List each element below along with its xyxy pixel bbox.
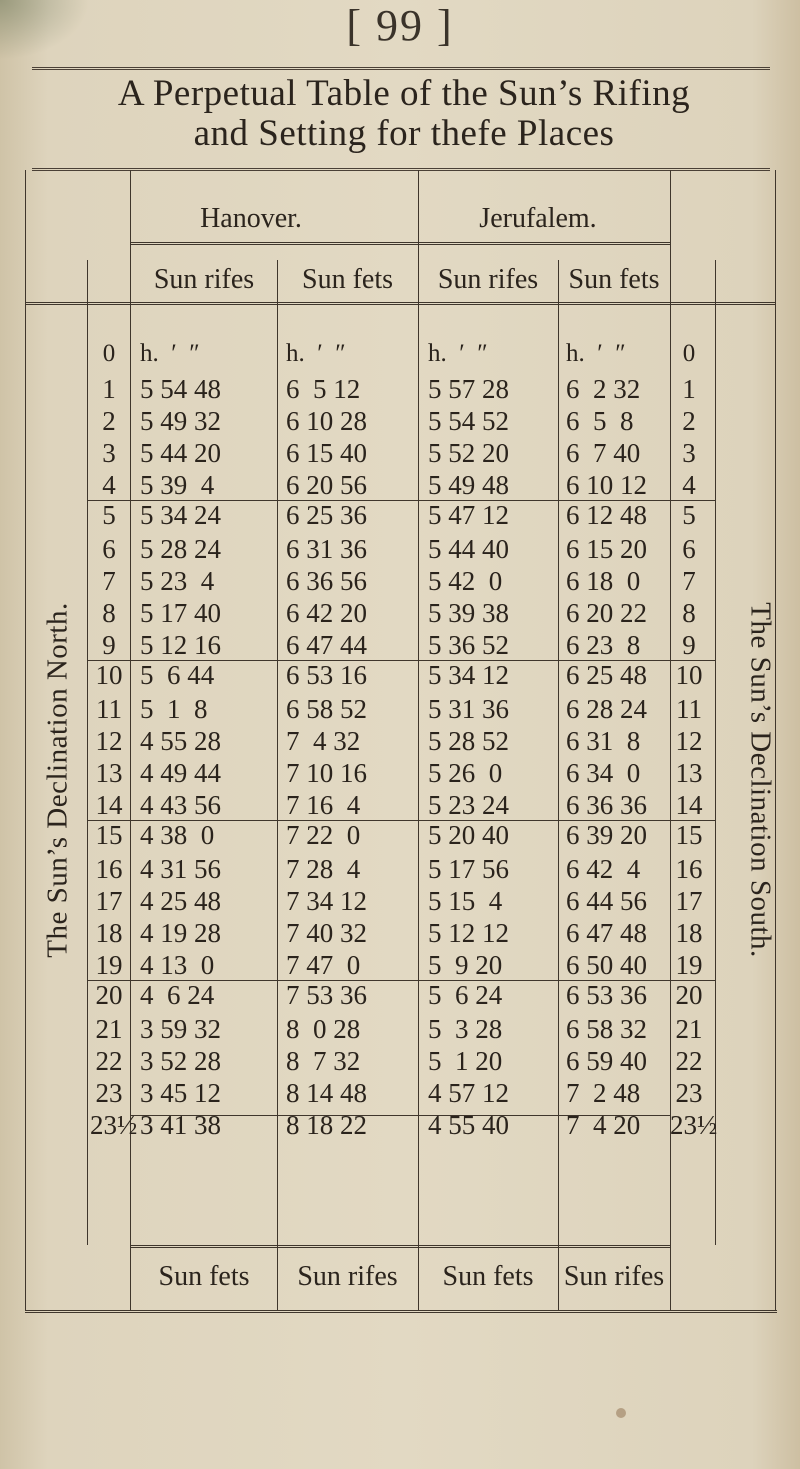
column-header-rule bbox=[25, 302, 775, 305]
unit-label: h. ′ ″ bbox=[286, 340, 346, 367]
table-row bbox=[0, 819, 800, 851]
table-row bbox=[0, 405, 800, 437]
paper-stain bbox=[616, 1408, 626, 1418]
header-jerusalem-sun-rises: Sun rifes bbox=[437, 264, 539, 295]
hanover-set-time: 6 36 56 bbox=[286, 566, 367, 596]
hanover-rise-time: 3 41 38 bbox=[140, 1110, 221, 1140]
jerusalem-set-time: 6 39 20 bbox=[566, 820, 647, 850]
table-row bbox=[0, 533, 800, 565]
day-number-left: 8 bbox=[102, 598, 116, 628]
unit-label: h. ′ ″ bbox=[428, 340, 488, 367]
hanover-rise-time: 3 45 12 bbox=[140, 1078, 221, 1108]
day-number-right: 1 bbox=[682, 374, 696, 404]
jerusalem-rise-time: 5 31 36 bbox=[428, 694, 509, 724]
units-row bbox=[0, 338, 800, 370]
table-row bbox=[0, 757, 800, 789]
hanover-rise-time: 5 23 4 bbox=[140, 566, 215, 596]
day-number-left: 5 bbox=[102, 500, 116, 530]
jerusalem-rise-time: 5 28 52 bbox=[428, 726, 509, 756]
table-row bbox=[0, 693, 800, 725]
day-number-left: 2 bbox=[102, 406, 116, 436]
jerusalem-rise-time: 5 47 12 bbox=[428, 500, 509, 530]
hanover-rise-time: 4 55 28 bbox=[140, 726, 221, 756]
day-number-left: 0 bbox=[102, 340, 116, 367]
table-title-line-1: A Perpetual Table of the Sun’s Rifing bbox=[117, 73, 691, 114]
day-number-right: 16 bbox=[675, 854, 703, 884]
day-number-left: 19 bbox=[95, 950, 123, 980]
day-number-left: 20 bbox=[95, 980, 123, 1010]
day-number-left: 13 bbox=[95, 758, 123, 788]
jerusalem-set-time: 6 12 48 bbox=[566, 500, 647, 530]
day-number-left: 12 bbox=[95, 726, 123, 756]
hanover-set-time: 6 15 40 bbox=[286, 438, 367, 468]
day-number-left: 3 bbox=[102, 438, 116, 468]
day-number-right: 20 bbox=[675, 980, 703, 1010]
hanover-set-time: 6 20 56 bbox=[286, 470, 367, 500]
hanover-rise-time: 5 34 24 bbox=[140, 500, 221, 530]
jerusalem-rise-time: 5 42 0 bbox=[428, 566, 503, 596]
table-row bbox=[0, 373, 800, 405]
day-number-left: 4 bbox=[102, 470, 116, 500]
day-number-left: 6 bbox=[102, 534, 116, 564]
jerusalem-set-time: 6 36 36 bbox=[566, 790, 647, 820]
day-number-right: 14 bbox=[675, 790, 703, 820]
hanover-rise-time: 3 52 28 bbox=[140, 1046, 221, 1076]
hanover-rise-time: 4 13 0 bbox=[140, 950, 215, 980]
jerusalem-rise-time: 5 20 40 bbox=[428, 820, 509, 850]
hanover-rise-time: 4 19 28 bbox=[140, 918, 221, 948]
table-row bbox=[0, 1045, 800, 1077]
jerusalem-set-time: 7 2 48 bbox=[566, 1078, 641, 1108]
jerusalem-set-time: 6 31 8 bbox=[566, 726, 641, 756]
hanover-rise-time: 5 28 24 bbox=[140, 534, 221, 564]
jerusalem-set-time: 6 5 8 bbox=[566, 406, 634, 436]
hanover-set-time: 7 34 12 bbox=[286, 886, 367, 916]
jerusalem-rise-time: 5 12 12 bbox=[428, 918, 509, 948]
table-row bbox=[0, 789, 800, 821]
day-number-right: 8 bbox=[682, 598, 696, 628]
declination-south-label: The Sun’s Declination South. bbox=[744, 602, 777, 958]
day-number-left: 18 bbox=[95, 918, 123, 948]
hanover-rise-time: 4 31 56 bbox=[140, 854, 221, 884]
jerusalem-set-time: 6 50 40 bbox=[566, 950, 647, 980]
day-number-right: 2 bbox=[682, 406, 696, 436]
table-row bbox=[0, 1109, 800, 1141]
jerusalem-set-time: 6 15 20 bbox=[566, 534, 647, 564]
day-number-left: 23½ bbox=[90, 1110, 138, 1140]
jerusalem-rise-time: 5 39 38 bbox=[428, 598, 509, 628]
day-number-left: 22 bbox=[95, 1046, 123, 1076]
hanover-set-time: 8 0 28 bbox=[286, 1014, 361, 1044]
day-number-right: 23 bbox=[675, 1078, 703, 1108]
table-row bbox=[0, 597, 800, 629]
day-number-left: 11 bbox=[96, 694, 122, 724]
page-number: [ 99 ] bbox=[346, 1, 454, 50]
declination-north-label: The Sun’s Declination North. bbox=[41, 602, 74, 958]
footer-hanover-sun-sets: Sun fets bbox=[158, 1261, 250, 1292]
table-row bbox=[0, 1077, 800, 1109]
day-number-right: 0 bbox=[682, 340, 696, 367]
day-number-right: 3 bbox=[682, 438, 696, 468]
jerusalem-rise-time: 5 17 56 bbox=[428, 854, 509, 884]
table-row bbox=[0, 437, 800, 469]
hanover-set-time: 7 28 4 bbox=[286, 854, 361, 884]
day-number-left: 17 bbox=[95, 886, 123, 916]
jerusalem-set-time: 6 47 48 bbox=[566, 918, 647, 948]
hanover-set-time: 7 22 0 bbox=[286, 820, 361, 850]
hanover-set-time: 6 58 52 bbox=[286, 694, 367, 724]
day-number-right: 4 bbox=[682, 470, 696, 500]
city-hanover: Hanover. bbox=[200, 203, 302, 234]
hanover-set-time: 7 4 32 bbox=[286, 726, 361, 756]
jerusalem-rise-time: 4 57 12 bbox=[428, 1078, 509, 1108]
jerusalem-set-time: 6 20 22 bbox=[566, 598, 647, 628]
day-number-right: 22 bbox=[675, 1046, 703, 1076]
day-number-right: 7 bbox=[682, 566, 696, 596]
hanover-rise-time: 5 17 40 bbox=[140, 598, 221, 628]
day-number-right: 11 bbox=[676, 694, 702, 724]
table-title-line-2: and Setting for thefe Places bbox=[193, 113, 615, 154]
hanover-rise-time: 4 49 44 bbox=[140, 758, 221, 788]
jerusalem-rise-time: 5 49 48 bbox=[428, 470, 509, 500]
hanover-set-time: 7 16 4 bbox=[286, 790, 361, 820]
jerusalem-rise-time: 5 54 52 bbox=[428, 406, 509, 436]
hanover-rise-time: 4 25 48 bbox=[140, 886, 221, 916]
table-row bbox=[0, 469, 800, 501]
unit-label: h. ′ ″ bbox=[140, 340, 200, 367]
day-number-right: 18 bbox=[675, 918, 703, 948]
jerusalem-set-time: 7 4 20 bbox=[566, 1110, 641, 1140]
day-number-right: 9 bbox=[682, 630, 696, 660]
day-number-right: 17 bbox=[675, 886, 703, 916]
table-row bbox=[0, 979, 800, 1011]
hanover-rise-time: 5 39 4 bbox=[140, 470, 215, 500]
jerusalem-set-time: 6 53 36 bbox=[566, 980, 647, 1010]
table-row bbox=[0, 885, 800, 917]
day-number-left: 21 bbox=[95, 1014, 123, 1044]
footer-hanover-sun-rises: Sun rifes bbox=[297, 1261, 398, 1292]
day-number-right: 13 bbox=[675, 758, 703, 788]
jerusalem-rise-time: 4 55 40 bbox=[428, 1110, 509, 1140]
hanover-set-time: 6 25 36 bbox=[286, 500, 367, 530]
header-hanover-sun-sets: Sun fets bbox=[302, 264, 393, 295]
day-number-left: 7 bbox=[102, 566, 116, 596]
page-corner-shadow bbox=[0, 0, 90, 60]
day-number-left: 14 bbox=[95, 790, 123, 820]
hanover-rise-time: 3 59 32 bbox=[140, 1014, 221, 1044]
jerusalem-rise-time: 5 52 20 bbox=[428, 438, 509, 468]
footer-jerusalem-sun-rises: Sun rifes bbox=[563, 1261, 665, 1292]
jerusalem-set-time: 6 42 4 bbox=[566, 854, 641, 884]
day-number-left: 1 bbox=[102, 374, 116, 404]
footer-rule bbox=[130, 1245, 670, 1248]
jerusalem-rise-time: 5 3 28 bbox=[428, 1014, 503, 1044]
table-row bbox=[0, 853, 800, 885]
jerusalem-rise-time: 5 9 20 bbox=[428, 950, 503, 980]
footer-jerusalem-sun-sets: Sun fets bbox=[442, 1261, 534, 1292]
hanover-rise-time: 4 6 24 bbox=[140, 980, 215, 1010]
hanover-set-time: 6 5 12 bbox=[286, 374, 361, 404]
hanover-rise-time: 5 6 44 bbox=[140, 660, 215, 690]
day-number-left: 15 bbox=[95, 820, 123, 850]
jerusalem-rise-time: 5 36 52 bbox=[428, 630, 509, 660]
jerusalem-rise-time: 5 23 24 bbox=[428, 790, 509, 820]
hanover-rise-time: 5 1 8 bbox=[140, 694, 208, 724]
day-number-right: 19 bbox=[675, 950, 703, 980]
jerusalem-set-time: 6 18 0 bbox=[566, 566, 641, 596]
jerusalem-set-time: 6 44 56 bbox=[566, 886, 647, 916]
city-header-rule bbox=[130, 242, 670, 245]
table-row bbox=[0, 565, 800, 597]
hanover-set-time: 8 14 48 bbox=[286, 1078, 367, 1108]
hanover-set-time: 6 47 44 bbox=[286, 630, 367, 660]
table-row bbox=[0, 659, 800, 691]
hanover-set-time: 7 53 36 bbox=[286, 980, 367, 1010]
table-row bbox=[0, 725, 800, 757]
jerusalem-rise-time: 5 34 12 bbox=[428, 660, 509, 690]
hanover-rise-time: 4 43 56 bbox=[140, 790, 221, 820]
hanover-set-time: 6 53 16 bbox=[286, 660, 367, 690]
jerusalem-rise-time: 5 1 20 bbox=[428, 1046, 503, 1076]
hanover-set-time: 7 10 16 bbox=[286, 758, 367, 788]
day-number-left: 23 bbox=[95, 1078, 123, 1108]
hanover-set-time: 8 18 22 bbox=[286, 1110, 367, 1140]
hanover-set-time: 7 47 0 bbox=[286, 950, 361, 980]
day-number-left: 16 bbox=[95, 854, 123, 884]
hanover-set-time: 8 7 32 bbox=[286, 1046, 361, 1076]
jerusalem-rise-time: 5 6 24 bbox=[428, 980, 503, 1010]
jerusalem-set-time: 6 59 40 bbox=[566, 1046, 647, 1076]
day-number-right: 5 bbox=[682, 500, 696, 530]
hanover-set-time: 7 40 32 bbox=[286, 918, 367, 948]
day-number-right: 21 bbox=[675, 1014, 703, 1044]
hanover-set-time: 6 10 28 bbox=[286, 406, 367, 436]
title-rule-top bbox=[32, 67, 770, 70]
day-number-right: 23½ bbox=[670, 1110, 718, 1140]
day-number-right: 10 bbox=[675, 660, 703, 690]
hanover-set-time: 6 31 36 bbox=[286, 534, 367, 564]
day-number-right: 12 bbox=[675, 726, 703, 756]
jerusalem-rise-time: 5 26 0 bbox=[428, 758, 503, 788]
city-jerusalem: Jerufalem. bbox=[479, 203, 597, 234]
day-number-right: 15 bbox=[675, 820, 703, 850]
header-hanover-sun-rises: Sun rifes bbox=[153, 264, 255, 295]
jerusalem-set-time: 6 10 12 bbox=[566, 470, 647, 500]
jerusalem-rise-time: 5 57 28 bbox=[428, 374, 509, 404]
day-number-left: 9 bbox=[102, 630, 116, 660]
unit-label: h. ′ ″ bbox=[566, 340, 626, 367]
table-row bbox=[0, 1013, 800, 1045]
table-row bbox=[0, 949, 800, 981]
day-number-right: 6 bbox=[682, 534, 696, 564]
jerusalem-set-time: 6 7 40 bbox=[566, 438, 641, 468]
table-row bbox=[0, 917, 800, 949]
jerusalem-set-time: 6 2 32 bbox=[566, 374, 641, 404]
jerusalem-rise-time: 5 44 40 bbox=[428, 534, 509, 564]
hanover-rise-time: 5 12 16 bbox=[140, 630, 221, 660]
hanover-rise-time: 5 44 20 bbox=[140, 438, 221, 468]
jerusalem-set-time: 6 58 32 bbox=[566, 1014, 647, 1044]
hanover-set-time: 6 42 20 bbox=[286, 598, 367, 628]
jerusalem-rise-time: 5 15 4 bbox=[428, 886, 503, 916]
jerusalem-set-time: 6 25 48 bbox=[566, 660, 647, 690]
hanover-rise-time: 5 54 48 bbox=[140, 374, 221, 404]
jerusalem-set-time: 6 23 8 bbox=[566, 630, 641, 660]
day-number-left: 10 bbox=[95, 660, 123, 690]
jerusalem-set-time: 6 34 0 bbox=[566, 758, 641, 788]
table-row bbox=[0, 499, 800, 531]
table-bottom-rule bbox=[25, 1310, 777, 1313]
hanover-rise-time: 4 38 0 bbox=[140, 820, 215, 850]
jerusalem-set-time: 6 28 24 bbox=[566, 694, 647, 724]
table-row bbox=[0, 629, 800, 661]
hanover-rise-time: 5 49 32 bbox=[140, 406, 221, 436]
header-jerusalem-sun-sets: Sun fets bbox=[568, 264, 660, 295]
